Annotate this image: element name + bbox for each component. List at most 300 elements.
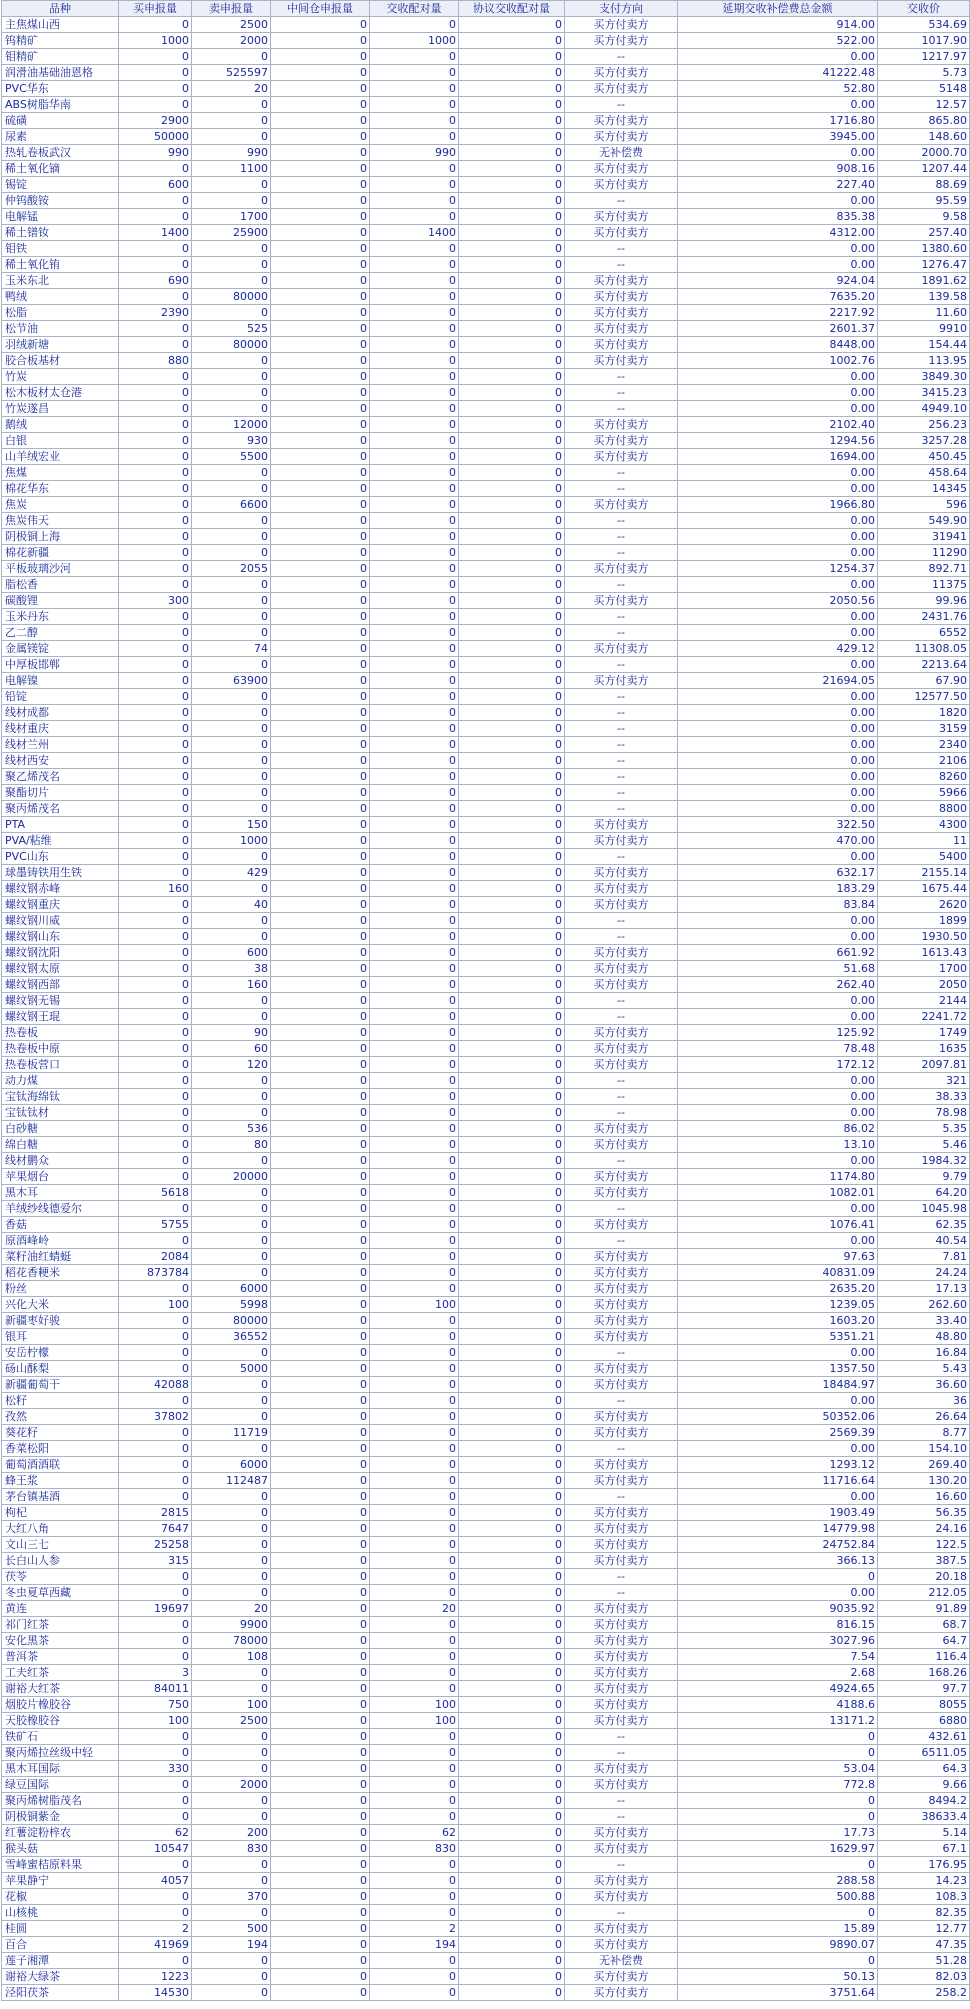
- cell-payment-direction: 买方付卖方: [565, 1137, 678, 1153]
- cell-compensation-total: 125.92: [678, 1025, 878, 1041]
- cell-sell-declared: 1700: [192, 209, 271, 225]
- cell-delivery-matched: 0: [370, 849, 459, 865]
- cell-payment-direction: --: [565, 49, 678, 65]
- cell-delivery-price: 7.81: [878, 1249, 970, 1265]
- cell-agreement-matched: 0: [459, 865, 565, 881]
- cell-compensation-total: 816.15: [678, 1617, 878, 1633]
- cell-delivery-price: 154.44: [878, 337, 970, 353]
- cell-payment-direction: --: [565, 625, 678, 641]
- cell-buy-declared: 880: [119, 353, 192, 369]
- cell-delivery-matched: 0: [370, 1985, 459, 2001]
- cell-agreement-matched: 0: [459, 737, 565, 753]
- cell-agreement-matched: 0: [459, 1409, 565, 1425]
- cell-intermediate-declared: 0: [271, 1809, 370, 1825]
- table-row: [2, 305, 970, 321]
- cell-buy-declared: 0: [119, 65, 192, 81]
- cell-payment-direction: 买方付卖方: [565, 1297, 678, 1313]
- cell-agreement-matched: 0: [459, 1617, 565, 1633]
- cell-compensation-total: 322.50: [678, 817, 878, 833]
- cell-delivery-price: 11290: [878, 545, 970, 561]
- cell-variety: 蜂王浆: [2, 1473, 119, 1489]
- cell-sell-declared: 0: [192, 657, 271, 673]
- cell-delivery-matched: 0: [370, 833, 459, 849]
- cell-intermediate-declared: 0: [271, 1249, 370, 1265]
- cell-sell-declared: 5500: [192, 449, 271, 465]
- cell-buy-declared: 300: [119, 593, 192, 609]
- cell-payment-direction: --: [565, 1153, 678, 1169]
- cell-sell-declared: 0: [192, 1793, 271, 1809]
- cell-delivery-price: 269.40: [878, 1457, 970, 1473]
- cell-delivery-price: 14.23: [878, 1873, 970, 1889]
- cell-delivery-price: 64.20: [878, 1185, 970, 1201]
- cell-sell-declared: 0: [192, 577, 271, 593]
- cell-intermediate-declared: 0: [271, 1281, 370, 1297]
- cell-compensation-total: 1903.49: [678, 1505, 878, 1521]
- cell-variety: 山核桃: [2, 1905, 119, 1921]
- cell-delivery-price: 108.3: [878, 1889, 970, 1905]
- cell-compensation-total: 14779.98: [678, 1521, 878, 1537]
- cell-payment-direction: 买方付卖方: [565, 1025, 678, 1041]
- table-row: [2, 209, 970, 225]
- cell-intermediate-declared: 0: [271, 49, 370, 65]
- cell-compensation-total: 5351.21: [678, 1329, 878, 1345]
- table-row: [2, 161, 970, 177]
- cell-sell-declared: 0: [192, 1185, 271, 1201]
- cell-variety: 中厚板邯郸: [2, 657, 119, 673]
- cell-delivery-matched: 0: [370, 1729, 459, 1745]
- cell-delivery-price: 1820: [878, 705, 970, 721]
- cell-compensation-total: 0.00: [678, 929, 878, 945]
- cell-buy-declared: 0: [119, 689, 192, 705]
- cell-delivery-matched: 0: [370, 273, 459, 289]
- cell-delivery-price: 67.1: [878, 1841, 970, 1857]
- cell-buy-declared: 0: [119, 1329, 192, 1345]
- cell-buy-declared: 0: [119, 1793, 192, 1809]
- cell-delivery-price: 5.35: [878, 1121, 970, 1137]
- table-row: [2, 945, 970, 961]
- cell-intermediate-declared: 0: [271, 881, 370, 897]
- cell-intermediate-declared: 0: [271, 1105, 370, 1121]
- cell-compensation-total: 0.00: [678, 1073, 878, 1089]
- cell-buy-declared: 0: [119, 1345, 192, 1361]
- cell-sell-declared: 0: [192, 1553, 271, 1569]
- cell-compensation-total: 50.13: [678, 1969, 878, 1985]
- cell-agreement-matched: 0: [459, 369, 565, 385]
- cell-delivery-matched: 0: [370, 1361, 459, 1377]
- cell-payment-direction: --: [565, 657, 678, 673]
- cell-compensation-total: 0: [678, 1569, 878, 1585]
- cell-buy-declared: 0: [119, 1777, 192, 1793]
- cell-delivery-matched: 0: [370, 1409, 459, 1425]
- cell-payment-direction: --: [565, 1857, 678, 1873]
- cell-intermediate-declared: 0: [271, 65, 370, 81]
- cell-compensation-total: 0.00: [678, 481, 878, 497]
- cell-delivery-matched: 0: [370, 305, 459, 321]
- header-agreement-matched: 协议交收配对量: [459, 1, 565, 17]
- cell-compensation-total: 500.88: [678, 1889, 878, 1905]
- cell-intermediate-declared: 0: [271, 1697, 370, 1713]
- cell-sell-declared: 6000: [192, 1281, 271, 1297]
- cell-delivery-matched: 0: [370, 753, 459, 769]
- cell-agreement-matched: 0: [459, 1937, 565, 1953]
- cell-agreement-matched: 0: [459, 1201, 565, 1217]
- cell-compensation-total: 13171.2: [678, 1713, 878, 1729]
- cell-buy-declared: 50000: [119, 129, 192, 145]
- cell-variety: 白银: [2, 433, 119, 449]
- cell-agreement-matched: 0: [459, 1777, 565, 1793]
- table-row: [2, 193, 970, 209]
- cell-variety: 线材西安: [2, 753, 119, 769]
- cell-payment-direction: 买方付卖方: [565, 1521, 678, 1537]
- cell-variety: 焦炭伟天: [2, 513, 119, 529]
- cell-delivery-matched: 0: [370, 1249, 459, 1265]
- cell-agreement-matched: 0: [459, 849, 565, 865]
- cell-intermediate-declared: 0: [271, 113, 370, 129]
- cell-sell-declared: 150: [192, 817, 271, 833]
- cell-agreement-matched: 0: [459, 1169, 565, 1185]
- cell-intermediate-declared: 0: [271, 497, 370, 513]
- table-row: [2, 81, 970, 97]
- cell-variety: PTA: [2, 817, 119, 833]
- cell-payment-direction: 买方付卖方: [565, 1761, 678, 1777]
- cell-delivery-matched: 0: [370, 1537, 459, 1553]
- cell-intermediate-declared: 0: [271, 1825, 370, 1841]
- cell-compensation-total: 288.58: [678, 1873, 878, 1889]
- cell-intermediate-declared: 0: [271, 1553, 370, 1569]
- cell-intermediate-declared: 0: [271, 417, 370, 433]
- cell-sell-declared: 6600: [192, 497, 271, 513]
- cell-agreement-matched: 0: [459, 1393, 565, 1409]
- cell-delivery-price: 51.28: [878, 1953, 970, 1969]
- cell-compensation-total: 1716.80: [678, 113, 878, 129]
- cell-intermediate-declared: 0: [271, 1025, 370, 1041]
- cell-buy-declared: 0: [119, 609, 192, 625]
- cell-delivery-price: 1700: [878, 961, 970, 977]
- cell-agreement-matched: 0: [459, 705, 565, 721]
- cell-delivery-price: 5400: [878, 849, 970, 865]
- table-row: [2, 337, 970, 353]
- cell-delivery-matched: 0: [370, 1521, 459, 1537]
- cell-intermediate-declared: 0: [271, 705, 370, 721]
- cell-delivery-price: 1675.44: [878, 881, 970, 897]
- cell-delivery-matched: 0: [370, 1025, 459, 1041]
- cell-delivery-price: 1984.32: [878, 1153, 970, 1169]
- table-row: [2, 769, 970, 785]
- cell-payment-direction: 买方付卖方: [565, 817, 678, 833]
- cell-intermediate-declared: 0: [271, 1745, 370, 1761]
- table-row: [2, 673, 970, 689]
- cell-variety: 松节油: [2, 321, 119, 337]
- cell-delivery-matched: 0: [370, 385, 459, 401]
- cell-intermediate-declared: 0: [271, 1569, 370, 1585]
- cell-payment-direction: --: [565, 705, 678, 721]
- cell-variety: PVC山东: [2, 849, 119, 865]
- cell-intermediate-declared: 0: [271, 1713, 370, 1729]
- cell-sell-declared: 0: [192, 1233, 271, 1249]
- cell-payment-direction: 买方付卖方: [565, 1265, 678, 1281]
- table-row: [2, 1329, 970, 1345]
- cell-compensation-total: 0.00: [678, 577, 878, 593]
- cell-intermediate-declared: 0: [271, 369, 370, 385]
- cell-variety: 线材兰州: [2, 737, 119, 753]
- cell-delivery-price: 67.90: [878, 673, 970, 689]
- cell-compensation-total: 1629.97: [678, 1841, 878, 1857]
- cell-delivery-price: 8055: [878, 1697, 970, 1713]
- cell-delivery-matched: 0: [370, 449, 459, 465]
- cell-compensation-total: 3751.64: [678, 1985, 878, 2001]
- cell-payment-direction: 买方付卖方: [565, 1537, 678, 1553]
- cell-buy-declared: 0: [119, 545, 192, 561]
- cell-variety: 银耳: [2, 1329, 119, 1345]
- cell-buy-declared: 315: [119, 1553, 192, 1569]
- cell-buy-declared: 0: [119, 1633, 192, 1649]
- cell-payment-direction: --: [565, 1105, 678, 1121]
- cell-variety: 黑木耳: [2, 1185, 119, 1201]
- cell-agreement-matched: 0: [459, 1233, 565, 1249]
- cell-agreement-matched: 0: [459, 561, 565, 577]
- cell-delivery-matched: 0: [370, 97, 459, 113]
- cell-agreement-matched: 0: [459, 1153, 565, 1169]
- cell-delivery-price: 31941: [878, 529, 970, 545]
- cell-sell-declared: 36552: [192, 1329, 271, 1345]
- table-row: [2, 1393, 970, 1409]
- cell-agreement-matched: 0: [459, 1329, 565, 1345]
- cell-sell-declared: 11719: [192, 1425, 271, 1441]
- cell-agreement-matched: 0: [459, 1361, 565, 1377]
- cell-delivery-matched: 0: [370, 1873, 459, 1889]
- cell-sell-declared: 100: [192, 1697, 271, 1713]
- table-row: [2, 1137, 970, 1153]
- cell-compensation-total: 1603.20: [678, 1313, 878, 1329]
- cell-buy-declared: 600: [119, 177, 192, 193]
- delivery-table-container: [1, 0, 970, 2001]
- cell-variety: 线材重庆: [2, 721, 119, 737]
- table-row: [2, 1201, 970, 1217]
- cell-sell-declared: 0: [192, 513, 271, 529]
- cell-variety: 冬虫夏草西藏: [2, 1585, 119, 1601]
- cell-sell-declared: 0: [192, 177, 271, 193]
- cell-compensation-total: 41222.48: [678, 65, 878, 81]
- cell-agreement-matched: 0: [459, 977, 565, 993]
- cell-delivery-matched: 0: [370, 705, 459, 721]
- cell-variety: 硫磺: [2, 113, 119, 129]
- cell-variety: 胶合板基材: [2, 353, 119, 369]
- cell-agreement-matched: 0: [459, 609, 565, 625]
- cell-delivery-price: 130.20: [878, 1473, 970, 1489]
- cell-intermediate-declared: 0: [271, 1169, 370, 1185]
- cell-compensation-total: 2050.56: [678, 593, 878, 609]
- cell-intermediate-declared: 0: [271, 769, 370, 785]
- cell-intermediate-declared: 0: [271, 1473, 370, 1489]
- cell-payment-direction: --: [565, 1729, 678, 1745]
- cell-sell-declared: 0: [192, 1265, 271, 1281]
- cell-variety: 球墨铸铁用生铁: [2, 865, 119, 881]
- cell-delivery-matched: 0: [370, 1617, 459, 1633]
- cell-delivery-price: 2213.64: [878, 657, 970, 673]
- cell-agreement-matched: 0: [459, 145, 565, 161]
- cell-intermediate-declared: 0: [271, 1665, 370, 1681]
- cell-buy-declared: 0: [119, 1073, 192, 1089]
- cell-sell-declared: 536: [192, 1121, 271, 1137]
- cell-sell-declared: 0: [192, 1761, 271, 1777]
- cell-buy-declared: 5618: [119, 1185, 192, 1201]
- cell-delivery-price: 24.16: [878, 1521, 970, 1537]
- cell-buy-declared: 0: [119, 865, 192, 881]
- cell-delivery-price: 212.05: [878, 1585, 970, 1601]
- cell-sell-declared: 0: [192, 369, 271, 385]
- table-row: [2, 1617, 970, 1633]
- cell-variety: 葡萄酒酒联: [2, 1457, 119, 1473]
- cell-intermediate-declared: 0: [271, 785, 370, 801]
- table-row: [2, 529, 970, 545]
- cell-sell-declared: 0: [192, 913, 271, 929]
- cell-sell-declared: 0: [192, 401, 271, 417]
- cell-variety: 热卷板中原: [2, 1041, 119, 1057]
- cell-delivery-matched: 0: [370, 401, 459, 417]
- cell-variety: 泾阳茯茶: [2, 1985, 119, 2001]
- cell-compensation-total: 1293.12: [678, 1457, 878, 1473]
- table-row: [2, 1073, 970, 1089]
- cell-intermediate-declared: 0: [271, 145, 370, 161]
- cell-sell-declared: 0: [192, 1809, 271, 1825]
- table-row: [2, 417, 970, 433]
- cell-sell-declared: 38: [192, 961, 271, 977]
- table-row: [2, 257, 970, 273]
- cell-delivery-matched: 0: [370, 1681, 459, 1697]
- cell-sell-declared: 194: [192, 1937, 271, 1953]
- table-row: [2, 1249, 970, 1265]
- cell-payment-direction: --: [565, 1489, 678, 1505]
- cell-intermediate-declared: 0: [271, 1041, 370, 1057]
- cell-delivery-price: 5148: [878, 81, 970, 97]
- cell-delivery-price: 11308.05: [878, 641, 970, 657]
- cell-delivery-matched: 0: [370, 1553, 459, 1569]
- table-row: [2, 865, 970, 881]
- cell-delivery-price: 2050: [878, 977, 970, 993]
- table-row: [2, 961, 970, 977]
- cell-buy-declared: 2815: [119, 1505, 192, 1521]
- cell-compensation-total: 0.00: [678, 1233, 878, 1249]
- cell-delivery-matched: 100: [370, 1297, 459, 1313]
- cell-intermediate-declared: 0: [271, 1617, 370, 1633]
- table-row: [2, 1873, 970, 1889]
- cell-delivery-matched: 0: [370, 1313, 459, 1329]
- cell-delivery-price: 2340: [878, 737, 970, 753]
- cell-agreement-matched: 0: [459, 289, 565, 305]
- cell-delivery-price: 68.7: [878, 1617, 970, 1633]
- cell-buy-declared: 0: [119, 17, 192, 33]
- cell-payment-direction: 买方付卖方: [565, 225, 678, 241]
- cell-payment-direction: 买方付卖方: [565, 977, 678, 993]
- cell-intermediate-declared: 0: [271, 1793, 370, 1809]
- table-row: [2, 1169, 970, 1185]
- cell-buy-declared: 0: [119, 1057, 192, 1073]
- cell-delivery-matched: 0: [370, 737, 459, 753]
- cell-delivery-price: 1380.60: [878, 241, 970, 257]
- cell-variety: 锡锭: [2, 177, 119, 193]
- cell-compensation-total: 1966.80: [678, 497, 878, 513]
- cell-delivery-matched: 0: [370, 593, 459, 609]
- cell-payment-direction: --: [565, 1569, 678, 1585]
- cell-intermediate-declared: 0: [271, 1201, 370, 1217]
- cell-buy-declared: 42088: [119, 1377, 192, 1393]
- cell-variety: 聚丙烯拉丝级中轻: [2, 1745, 119, 1761]
- cell-payment-direction: --: [565, 369, 678, 385]
- cell-variety: 大红八角: [2, 1521, 119, 1537]
- cell-agreement-matched: 0: [459, 801, 565, 817]
- cell-buy-declared: 0: [119, 1729, 192, 1745]
- cell-compensation-total: 0: [678, 1793, 878, 1809]
- cell-intermediate-declared: 0: [271, 641, 370, 657]
- cell-intermediate-declared: 0: [271, 225, 370, 241]
- cell-delivery-price: 3415.23: [878, 385, 970, 401]
- cell-variety: 工夫红茶: [2, 1665, 119, 1681]
- cell-agreement-matched: 0: [459, 1921, 565, 1937]
- cell-delivery-matched: 0: [370, 129, 459, 145]
- cell-delivery-price: 16.60: [878, 1489, 970, 1505]
- cell-intermediate-declared: 0: [271, 465, 370, 481]
- cell-payment-direction: 买方付卖方: [565, 1665, 678, 1681]
- cell-intermediate-declared: 0: [271, 849, 370, 865]
- cell-delivery-price: 14345: [878, 481, 970, 497]
- cell-delivery-price: 47.35: [878, 1937, 970, 1953]
- table-row: [2, 1953, 970, 1969]
- table-row: [2, 753, 970, 769]
- cell-delivery-price: 9.58: [878, 209, 970, 225]
- cell-agreement-matched: 0: [459, 1761, 565, 1777]
- cell-variety: 螺纹钢王琨: [2, 1009, 119, 1025]
- cell-intermediate-declared: 0: [271, 1265, 370, 1281]
- cell-compensation-total: 0.00: [678, 737, 878, 753]
- cell-buy-declared: 62: [119, 1825, 192, 1841]
- cell-intermediate-declared: 0: [271, 1057, 370, 1073]
- cell-sell-declared: 0: [192, 1537, 271, 1553]
- cell-compensation-total: 661.92: [678, 945, 878, 961]
- cell-intermediate-declared: 0: [271, 1153, 370, 1169]
- cell-buy-declared: 2900: [119, 113, 192, 129]
- cell-delivery-price: 458.64: [878, 465, 970, 481]
- cell-payment-direction: 无补偿费: [565, 145, 678, 161]
- cell-payment-direction: 买方付卖方: [565, 1457, 678, 1473]
- table-row: [2, 737, 970, 753]
- cell-intermediate-declared: 0: [271, 1921, 370, 1937]
- cell-variety: 莲子湘潭: [2, 1953, 119, 1969]
- table-row: [2, 1441, 970, 1457]
- table-row: [2, 833, 970, 849]
- cell-delivery-price: 2620: [878, 897, 970, 913]
- cell-delivery-price: 8800: [878, 801, 970, 817]
- cell-variety: 砀山酥梨: [2, 1361, 119, 1377]
- cell-agreement-matched: 0: [459, 721, 565, 737]
- cell-sell-declared: 0: [192, 1505, 271, 1521]
- cell-sell-declared: 0: [192, 609, 271, 625]
- cell-sell-declared: 40: [192, 897, 271, 913]
- cell-sell-declared: 0: [192, 1345, 271, 1361]
- cell-agreement-matched: 0: [459, 1841, 565, 1857]
- cell-delivery-price: 8.77: [878, 1425, 970, 1441]
- header-buy-declared: 买申报量: [119, 1, 192, 17]
- table-row: [2, 1121, 970, 1137]
- cell-buy-declared: 10547: [119, 1841, 192, 1857]
- cell-delivery-price: 99.96: [878, 593, 970, 609]
- cell-agreement-matched: 0: [459, 1745, 565, 1761]
- cell-sell-declared: 0: [192, 465, 271, 481]
- cell-agreement-matched: 0: [459, 1313, 565, 1329]
- cell-intermediate-declared: 0: [271, 1297, 370, 1313]
- cell-buy-declared: 0: [119, 1201, 192, 1217]
- cell-buy-declared: 0: [119, 513, 192, 529]
- cell-buy-declared: 0: [119, 1649, 192, 1665]
